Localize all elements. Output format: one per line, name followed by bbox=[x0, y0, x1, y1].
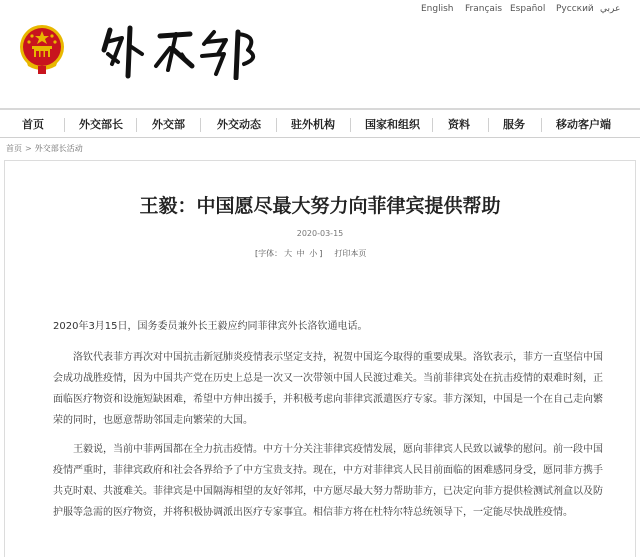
font-size-close: ] bbox=[319, 249, 323, 258]
nav-divider bbox=[432, 118, 433, 132]
calligraphy-title: 外交部 bbox=[98, 24, 101, 25]
main-nav bbox=[0, 108, 640, 138]
font-small-link[interactable]: 小 bbox=[309, 249, 318, 258]
article-panel bbox=[4, 160, 636, 557]
font-large-link[interactable]: 大 bbox=[284, 249, 293, 258]
breadcrumb-home-link[interactable]: 首页 bbox=[6, 144, 22, 153]
article-paragraph: 2020年3月15日，国务委员兼外长王毅应约同菲律宾外长洛钦通电话。 bbox=[53, 321, 368, 332]
national-emblem-icon[interactable] bbox=[18, 22, 66, 76]
nav-divider bbox=[64, 118, 65, 132]
nav-item-home[interactable]: 首页 bbox=[22, 118, 44, 131]
nav-item-services[interactable]: 服务 bbox=[503, 118, 525, 131]
lang-arabic-link[interactable]: عربي bbox=[600, 4, 621, 14]
nav-divider bbox=[200, 118, 201, 132]
breadcrumb-separator: > bbox=[25, 144, 32, 153]
lang-spanish-link[interactable]: Español bbox=[510, 4, 546, 14]
article-tools bbox=[255, 248, 368, 259]
nav-divider bbox=[488, 118, 489, 132]
lang-english-link[interactable]: English bbox=[421, 4, 454, 14]
font-size-label: [字体： bbox=[255, 249, 283, 258]
breadcrumb bbox=[0, 138, 640, 158]
nav-item-mobile[interactable]: 移动客户端 bbox=[556, 118, 611, 131]
nav-divider bbox=[136, 118, 137, 132]
nav-item-countries[interactable]: 国家和组织 bbox=[365, 118, 420, 131]
nav-divider bbox=[350, 118, 351, 132]
nav-divider bbox=[276, 118, 277, 132]
article-title: 王毅：中国愿尽最大努力向菲律宾提供帮助 bbox=[139, 195, 501, 217]
lang-french-link[interactable]: Français bbox=[465, 4, 503, 14]
article-date: 2020-03-15 bbox=[296, 229, 344, 238]
lang-russian-link[interactable]: Русский bbox=[556, 4, 594, 14]
header bbox=[0, 0, 640, 108]
site-calligraphy-logo[interactable] bbox=[98, 24, 268, 80]
nav-item-news[interactable]: 外交动态 bbox=[217, 118, 261, 131]
nav-item-ministry[interactable]: 外交部 bbox=[152, 118, 185, 131]
font-medium-link[interactable]: 中 bbox=[296, 249, 305, 258]
nav-item-materials[interactable]: 资料 bbox=[448, 118, 470, 131]
article-paragraph: 洛钦代表菲方再次对中国抗击新冠肺炎疫情表示坚定支持，祝贺中国迄今取得的重要成果。洛钦表示，菲方一直坚信中国会成功战胜疫情，因为中国共产党在历史上总是一次又一次带领中国人民渡过难关。当前菲律宾处在抗击疫情的艰难时刻，正面临医疗物资和设施短缺困难，希望中方伸出援手，并积极考虑向菲律宾派遣医疗专家。菲方深知，中国是一个在自己走向繁荣的同时，也愿意帮助邻国走向繁荣的大国。 bbox=[53, 352, 603, 426]
nav-divider bbox=[541, 118, 542, 132]
nav-item-missions[interactable]: 驻外机构 bbox=[291, 118, 335, 131]
nav-item-minister[interactable]: 外交部长 bbox=[79, 118, 123, 131]
print-page-link[interactable]: 打印本页 bbox=[334, 249, 367, 258]
breadcrumb-current-link[interactable]: 外交部长活动 bbox=[34, 144, 83, 153]
article-paragraph: 王毅说，当前中菲两国都在全力抗击疫情。中方十分关注菲律宾疫情发展，愿向菲律宾人民致以诚挚的慰问。前一段中国疫情严重时，菲律宾政府和社会各界给予了中方宝贵支持。现在，中方对菲律宾人民目前面临的困难感同身受，愿同菲方携手共克时艰、共渡难关。菲律宾是中国隔海相望的友好邻邦，中方愿尽最大努力帮助菲方，已决定向菲方提供检测试剂盒以及防护服等急需的医疗物资，并将积极协调派出医疗专家事宜。相信菲方将在杜特尔特总统领导下，一定能尽快战胜疫情。 bbox=[53, 444, 603, 518]
